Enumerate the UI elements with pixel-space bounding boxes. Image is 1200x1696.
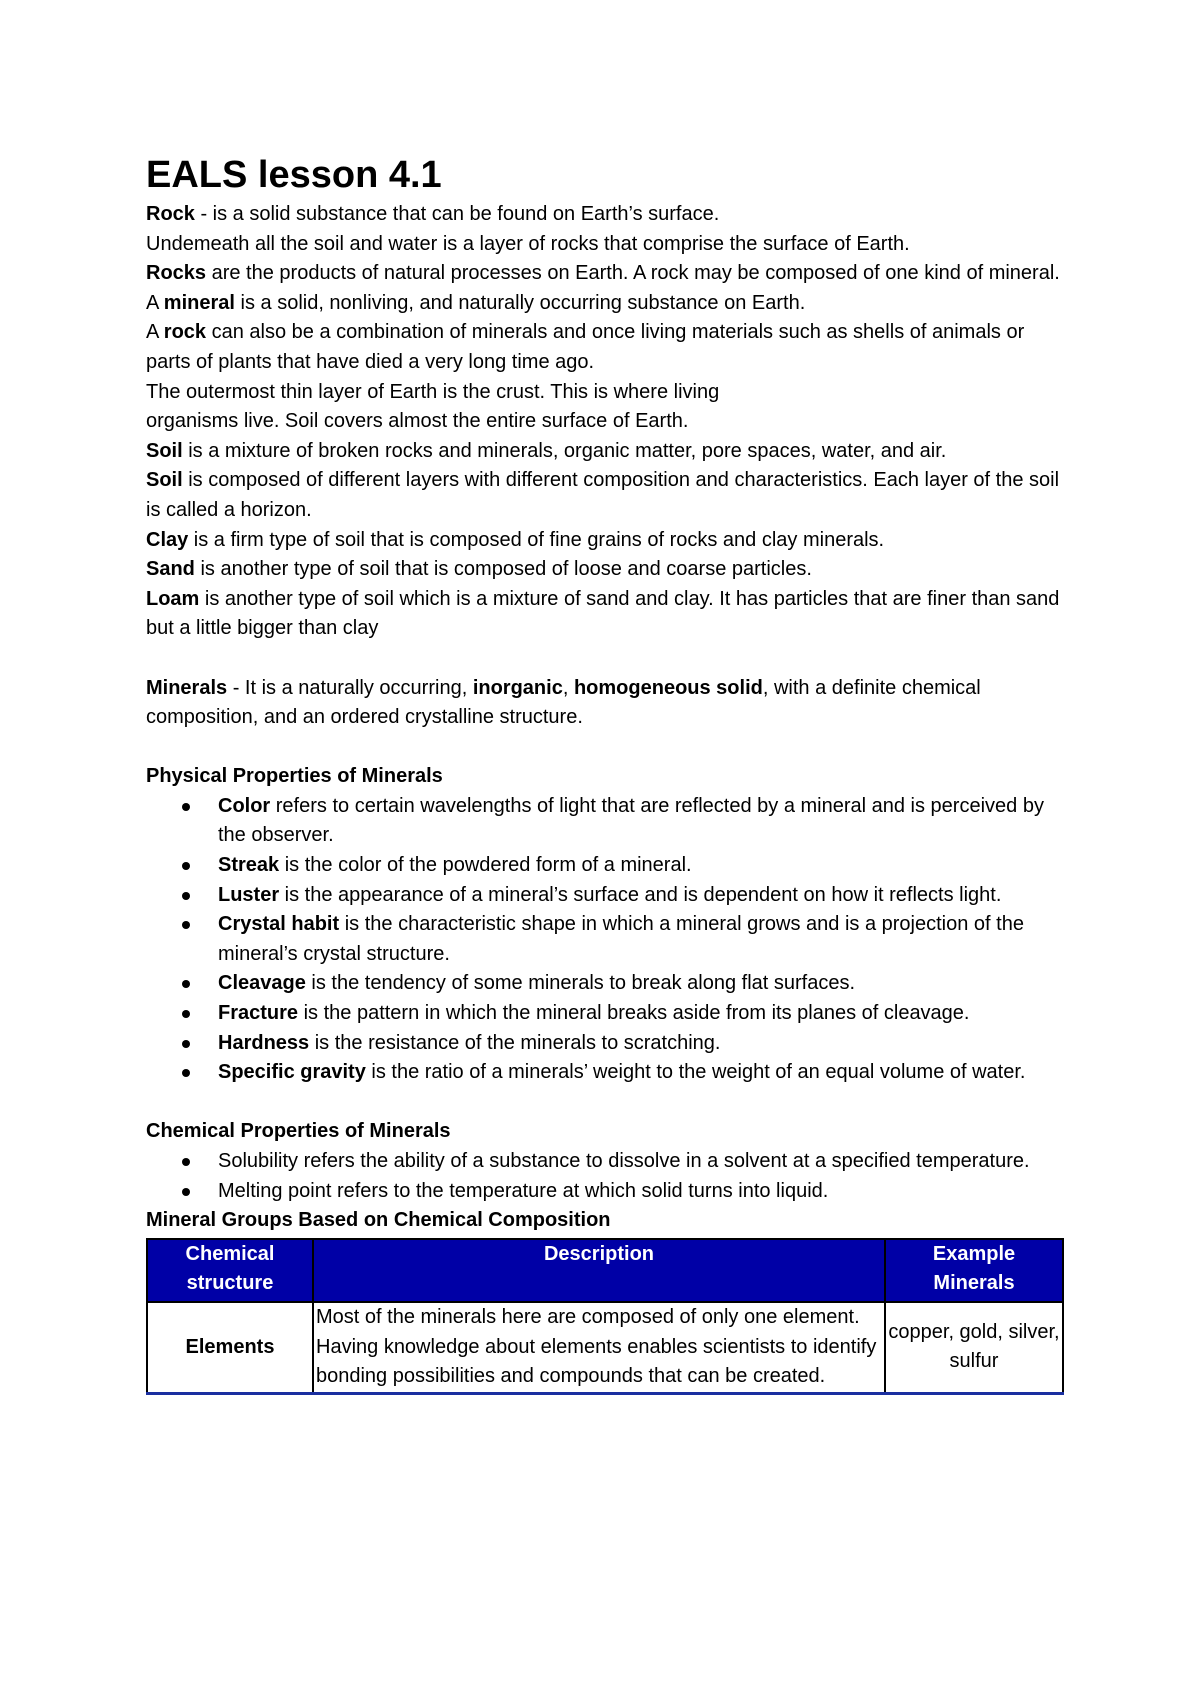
list-item xyxy=(218,1029,1066,1059)
minerals-definition xyxy=(146,674,1066,733)
list-item xyxy=(218,851,1066,881)
definition-text: is the pattern in which the mineral breaks aside from its planes of cleavage. xyxy=(298,1002,970,1025)
definition-text: is the resistance of the minerals to scratching. xyxy=(309,1031,721,1054)
blank-line xyxy=(146,644,1066,674)
paragraph-line xyxy=(146,466,1066,525)
column-header: Chemical structure xyxy=(147,1239,313,1302)
definition-text: Solubility refers the ability of a substance to dissolve in a solvent at a specified temperature. xyxy=(218,1150,1030,1172)
list-item xyxy=(218,1177,1066,1207)
definition-text: Melting point refers to the temperature at which solid turns into liquid. xyxy=(218,1179,829,1202)
term: Loam xyxy=(146,587,200,610)
physical-properties-list xyxy=(146,792,1066,1088)
definition-text: - is a solid substance that can be found on Earth’s surface. xyxy=(194,203,720,225)
term: Crystal habit xyxy=(218,913,340,936)
term: Soil xyxy=(146,439,183,462)
chemical-properties-heading: Chemical Properties of Minerals xyxy=(146,1120,451,1143)
definition-text: is a firm type of soil that is composed of fine grains of rocks and clay minerals. xyxy=(188,528,885,551)
term: inorganic xyxy=(472,676,563,699)
prefix-text: A xyxy=(146,291,164,314)
paragraph-line xyxy=(146,289,1066,319)
paragraph-line xyxy=(146,407,1066,437)
bullet-icon xyxy=(182,1158,190,1166)
table-cell-description: Most of the minerals here are composed of only one element. Having knowledge about elements enables scientists to identify bonding possibilities and compounds that can be created. xyxy=(313,1302,885,1393)
list-item xyxy=(218,1058,1066,1088)
definition-text: are the products of natural processes on Earth. A rock may be composed of one kind of mineral. xyxy=(206,262,1060,285)
paragraph-line xyxy=(146,259,1066,289)
paragraph-line xyxy=(146,230,1066,260)
list-item xyxy=(218,792,1066,851)
list-item xyxy=(218,1147,1066,1177)
term: Sand xyxy=(146,558,195,581)
paragraph-line xyxy=(146,378,1066,408)
definition-text: is a mixture of broken rocks and minerals, organic matter, pore spaces, water, and air. xyxy=(182,439,947,462)
definition-text: is the color of the powdered form of a mineral. xyxy=(279,854,692,877)
mineral-groups-table xyxy=(146,1238,1064,1395)
definition-text: is the appearance of a mineral’s surface and is dependent on how it reflects light. xyxy=(279,883,1002,906)
term: Color xyxy=(218,794,271,817)
table-cell-structure: Elements xyxy=(147,1302,313,1393)
paragraph-line xyxy=(146,437,1066,467)
bullet-icon xyxy=(182,1069,190,1077)
bullet-icon xyxy=(182,980,190,988)
definition-text: is the ratio of a minerals’ weight to the weight of an equal volume of water. xyxy=(365,1061,1026,1084)
definition-text: refers to certain wavelengths of light that are reflected by a mineral and is perceived by the observer. xyxy=(218,794,1044,847)
bullet-icon xyxy=(182,1010,190,1018)
definition-text: - It is a naturally occurring, xyxy=(227,676,473,699)
definition-text: is a solid, nonliving, and naturally occurring substance on Earth. xyxy=(234,291,806,314)
definition-text: is composed of different layers with different composition and characteristics. Each layer of the soil is called a horizon. xyxy=(146,469,1060,521)
table-cell-examples: copper, gold, silver, sulfur xyxy=(885,1302,1063,1393)
rock-section xyxy=(146,200,1066,644)
prefix-text: A xyxy=(146,321,164,344)
definition-text: can also be a combination of minerals and once living materials such as shells of animals or parts of plants that have died a very long time ago. xyxy=(146,321,1025,373)
definition-text: , with a definite chemical composition, and an ordered crystalline structure. xyxy=(146,676,981,729)
term: Soil xyxy=(146,469,183,492)
list-item xyxy=(218,999,1066,1029)
blank-line xyxy=(146,1088,1066,1118)
column-header: Description xyxy=(313,1239,885,1302)
term: Rocks xyxy=(146,262,207,285)
chemical-properties-list xyxy=(146,1147,1066,1206)
term: Luster xyxy=(218,883,280,906)
definition-text: organisms live. Soil covers almost the entire surface of Earth. xyxy=(146,410,689,433)
definition-text: is another type of soil which is a mixture of sand and clay. It has particles that are finer than sand but a little bigger than clay xyxy=(146,587,1060,640)
column-header: Example Minerals xyxy=(885,1239,1063,1302)
bullet-icon xyxy=(182,921,190,929)
term: Cleavage xyxy=(218,972,306,995)
list-item xyxy=(218,910,1066,969)
document-page xyxy=(146,150,1066,1395)
mineral-groups-heading: Mineral Groups Based on Chemical Composition xyxy=(146,1209,611,1232)
paragraph-line xyxy=(146,526,1066,556)
definition-text: is the characteristic shape in which a mineral grows and is a projection of the mineral’s crystal structure. xyxy=(218,913,1024,965)
document-title: EALS lesson 4.1 xyxy=(146,154,442,196)
paragraph-line xyxy=(146,585,1066,644)
definition-text: is another type of soil that is composed of loose and coarse particles. xyxy=(194,558,812,581)
physical-properties-heading: Physical Properties of Minerals xyxy=(146,765,443,788)
term: Clay xyxy=(146,528,189,551)
definition-text: The outermost thin layer of Earth is the crust. This is where living xyxy=(146,380,720,403)
list-item xyxy=(218,969,1066,999)
term: Streak xyxy=(218,854,280,877)
definition-text: Undemeath all the soil and water is a layer of rocks that comprise the surface of Earth. xyxy=(146,232,910,255)
list-item xyxy=(218,881,1066,911)
table-row xyxy=(147,1302,1063,1393)
definition-text: , xyxy=(562,676,574,699)
table-header-row xyxy=(147,1239,1063,1302)
paragraph-line xyxy=(146,200,1066,230)
term: Rock xyxy=(146,203,195,225)
bullet-icon xyxy=(182,1040,190,1048)
term: mineral xyxy=(163,291,235,314)
term: rock xyxy=(163,321,207,344)
bullet-icon xyxy=(182,862,190,870)
definition-text: is the tendency of some minerals to break along flat surfaces. xyxy=(305,972,856,995)
term: Specific gravity xyxy=(218,1061,366,1084)
term: Minerals xyxy=(146,676,228,699)
term: Hardness xyxy=(218,1031,310,1054)
term: Fracture xyxy=(218,1002,299,1025)
paragraph-line xyxy=(146,318,1066,377)
bullet-icon xyxy=(182,803,190,811)
bullet-icon xyxy=(182,1188,190,1196)
paragraph-line xyxy=(146,555,1066,585)
term: homogeneous solid xyxy=(573,676,763,699)
blank-line xyxy=(146,733,1066,763)
bullet-icon xyxy=(182,892,190,900)
